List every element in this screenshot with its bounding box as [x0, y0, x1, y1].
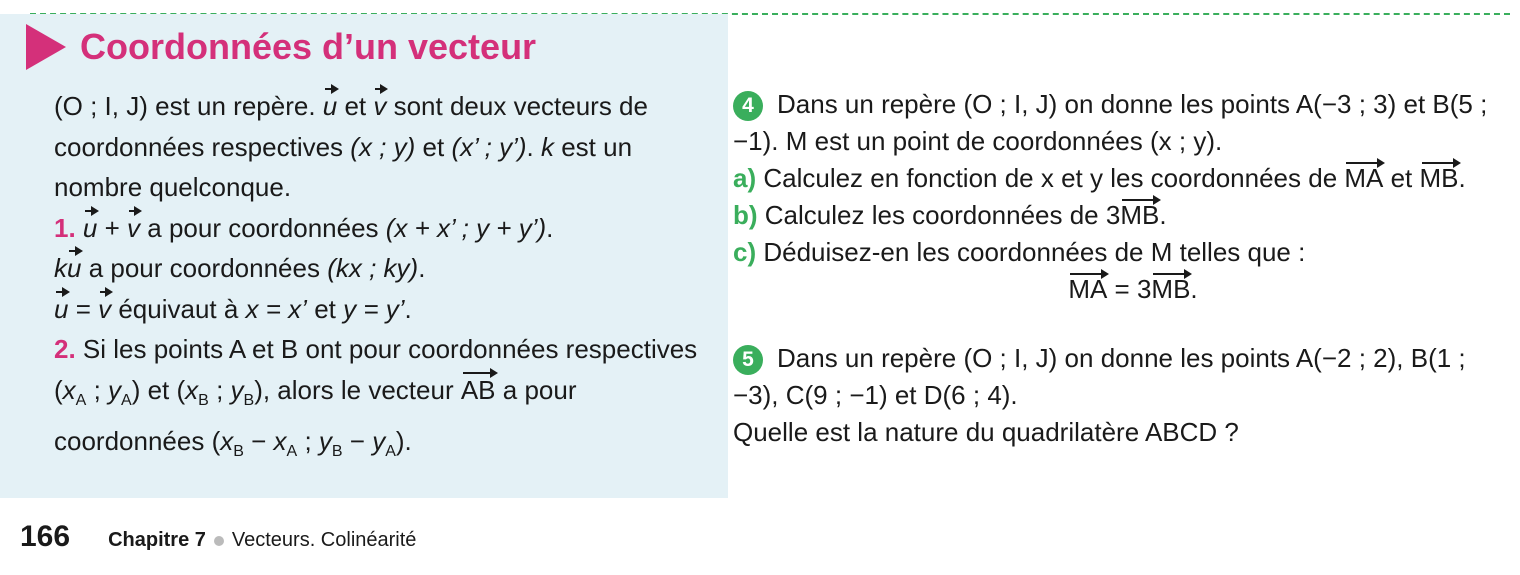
vector-mb: MB	[1120, 197, 1159, 234]
bullet-dot-icon	[214, 536, 224, 546]
definition-intro: (O ; I, J) est un repère. u et v sont deux vecteurs de coordonnées respectives (x ; y) et (x’ ; y’). k est un nombre quelconque.	[54, 86, 714, 208]
exercises-column	[733, 86, 1503, 451]
vector-u: u	[67, 248, 81, 289]
property-1-equality: u = v équivaut à x = x’ et y = y’.	[54, 289, 714, 330]
exercise-number-badge: 5	[733, 345, 763, 375]
exercise-4	[733, 86, 1503, 308]
page-footer	[20, 520, 416, 554]
vector-v: v	[127, 208, 140, 249]
vector-v: v	[98, 289, 111, 330]
exercise-4-part-a: a) Calculez en fonction de x et y les coordonnées de MA et MB.	[733, 160, 1503, 197]
definition-text	[54, 86, 714, 473]
property-2: 2. Si les points A et B ont pour coordonnées respectives ($x_A$ ; $y_A$) et ($x_B$ ; $y_B$), alors le vecteur AB a pour coordonnées ($x_B - x_A$ ; $y_B - y_A$).	[54, 334, 698, 460]
exercise-5-statement: 5 Dans un repère (O ; I, J) on donne les points A(−2 ; 2), B(1 ; −3), C(9 ; −1) et D(6 ; 4).	[733, 343, 1466, 410]
vector-ma: MA	[1344, 160, 1383, 197]
vector-mb: MB	[1151, 271, 1190, 308]
vector-ab: AB	[461, 370, 496, 411]
vector-u: u	[323, 86, 337, 127]
exercise-4-part-b: b) Calculez les coordonnées de 3MB.	[733, 197, 1503, 234]
property-1-sum: 1. u + v a pour coordonnées (x + x’ ; y + y’).	[54, 208, 714, 249]
section-header	[26, 22, 536, 72]
exercise-4-equation: MA = 3MB.	[733, 271, 1503, 308]
chapter-subject: Vecteurs. Colinéarité	[231, 529, 417, 551]
property-number: 1.	[54, 212, 76, 243]
section-title: Coordonnées d’un vecteur	[80, 26, 537, 67]
vector-mb: MB	[1420, 160, 1459, 197]
vector-ma: MA	[1068, 271, 1107, 308]
vector-v: v	[373, 86, 386, 127]
vector-u: u	[54, 289, 68, 330]
property-number: 2.	[54, 334, 76, 364]
page-number: 166	[20, 520, 71, 553]
exercise-5	[733, 340, 1503, 451]
chapter-label: Chapitre 7	[108, 529, 206, 551]
exercise-4-part-c: c) Déduisez-en les coordonnées de M telles que :	[733, 237, 1306, 267]
exercise-4-statement: 4 Dans un repère (O ; I, J) on donne les points A(−3 ; 3) et B(5 ; −1). M est un point de coordonnées (x ; y).	[733, 89, 1488, 156]
property-1-scalar: ku a pour coordonnées (kx ; ky).	[54, 248, 714, 289]
exercise-number-badge: 4	[733, 91, 763, 121]
exercise-5-question: Quelle est la nature du quadrilatère ABCD ?	[733, 417, 1239, 447]
vector-u: u	[83, 208, 97, 249]
triangle-marker-icon	[26, 24, 66, 70]
